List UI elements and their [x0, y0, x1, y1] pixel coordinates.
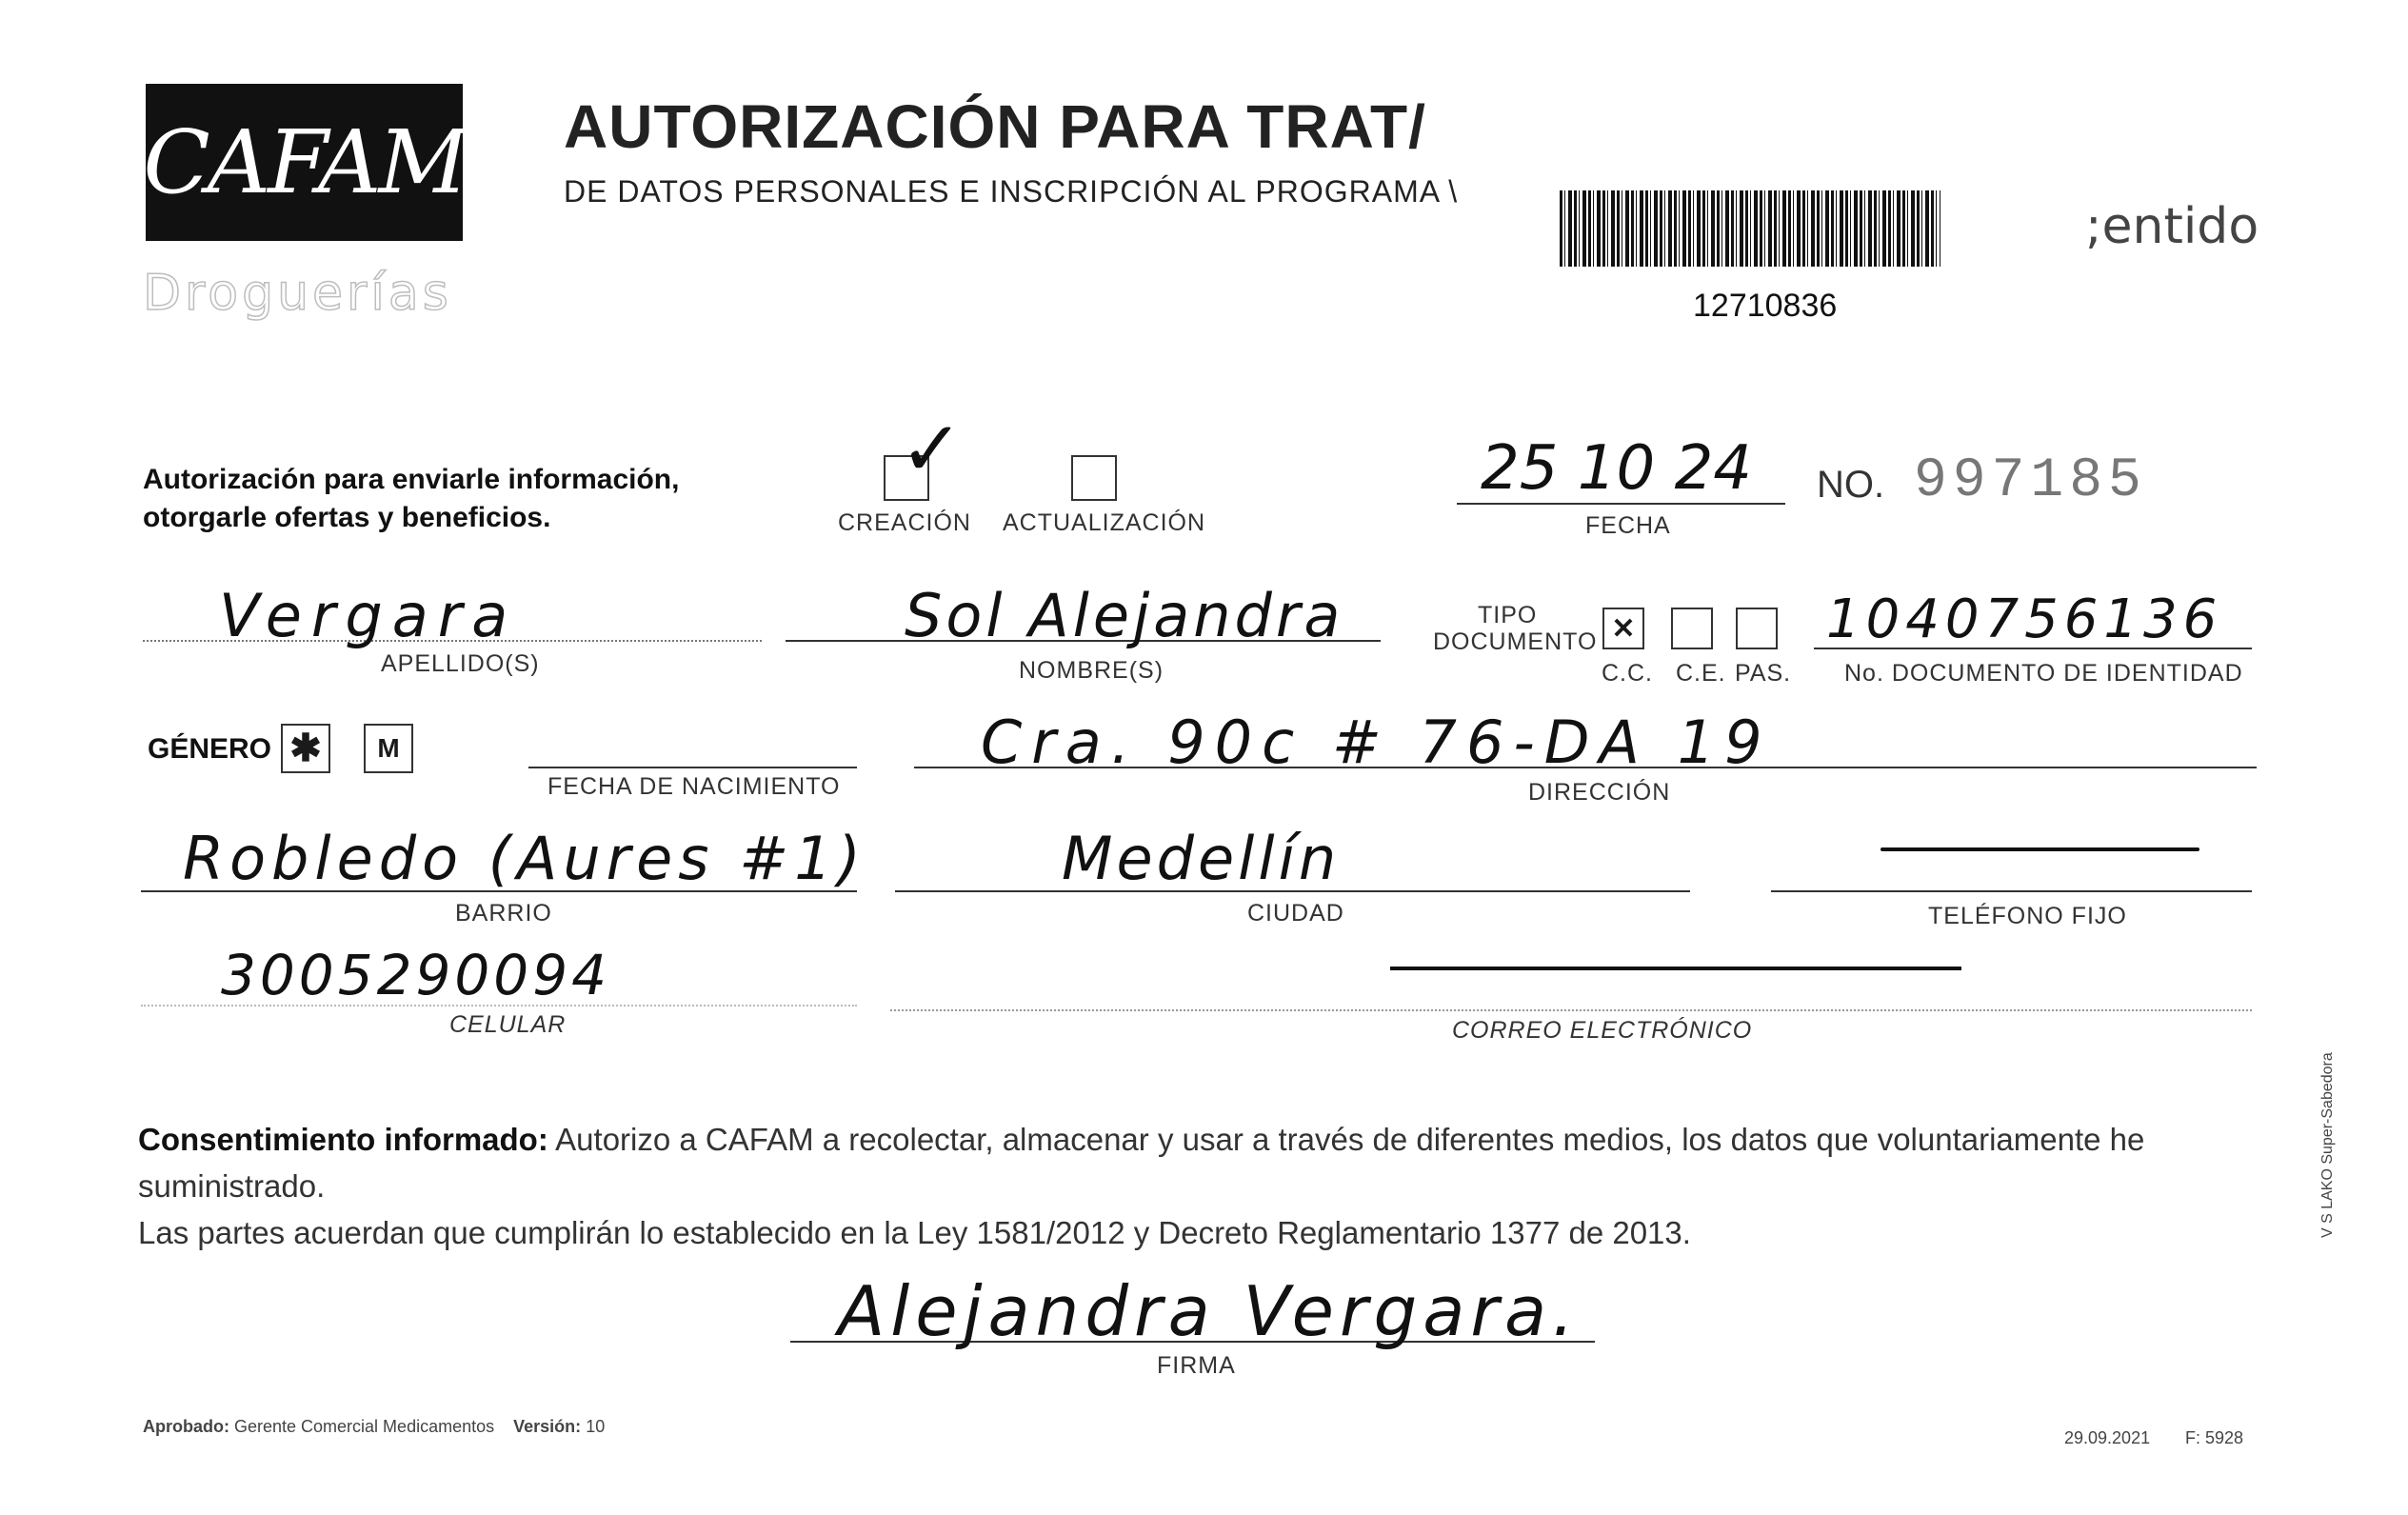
celular-label: CELULAR [449, 1011, 567, 1038]
genero-m-checkbox[interactable] [364, 724, 413, 773]
vertical-print-text: V S LAKO Super-Sabedora [2319, 1052, 2336, 1238]
documento-label: No. DOCUMENTO DE IDENTIDAD [1844, 660, 2243, 687]
corner-text: ;entido [2085, 198, 2259, 255]
genero-m-label: M [377, 733, 400, 763]
genero-f-mark: ✱ [289, 728, 322, 769]
tipo-cc-label: C.C. [1602, 660, 1653, 687]
nacimiento-label: FECHA DE NACIMIENTO [547, 773, 841, 800]
ciudad-label: CIUDAD [1247, 900, 1344, 927]
number-value: 997185 [1914, 450, 2147, 512]
barcode [1560, 190, 1940, 267]
correo-dash [1390, 967, 1961, 970]
consent-text-1: Autorizo a CAFAM a recolectar, almacenar y usar a través de diferentes medios, los datos que voluntariamente he suministrado. [138, 1122, 2145, 1204]
correo-line [890, 1009, 2252, 1011]
barrio-label: BARRIO [455, 900, 552, 927]
actualizacion-label: ACTUALIZACIÓN [1003, 509, 1206, 536]
genero-f-checkbox[interactable] [281, 724, 330, 773]
tipo-label-line1: TIPO [1478, 602, 1538, 628]
tipo-cc-checkbox[interactable] [1602, 608, 1644, 649]
correo-label: CORREO ELECTRÓNICO [1452, 1017, 1753, 1044]
tipo-cc-mark: ✕ [1611, 612, 1636, 645]
logo-text: CAFAM [143, 111, 466, 213]
apellido-value: Vergara [219, 581, 518, 650]
consent-heading: Consentimiento informado: [138, 1122, 548, 1157]
tipo-label-line2: DOCUMENTO [1433, 628, 1598, 655]
documento-value: 1040756136 [1826, 588, 2223, 650]
aprobado-value: Gerente Comercial Medicamentos [234, 1417, 495, 1436]
telefono-line [1771, 890, 2252, 892]
barrio-value: Robledo (Aures #1) [183, 824, 866, 893]
creacion-checkmark: ✓ [900, 405, 965, 493]
nombre-value: Sol Alejandra [905, 581, 1344, 650]
authorization-label [143, 461, 679, 537]
authorization-label-line2: otorgarle ofertas y beneficios. [143, 502, 551, 533]
version-label: Versión: [513, 1417, 582, 1436]
footer-date: 29.09.2021 [2064, 1428, 2151, 1447]
direccion-label: DIRECCIÓN [1528, 779, 1671, 806]
consent-text-2: Las partes acuerdan que cumplirán lo establecido en la Ley 1581/2012 y Decreto Reglamentario 1377 de 2013. [138, 1215, 1691, 1250]
signature-value: Alejandra Vergara. [838, 1271, 1580, 1351]
apellido-label: APELLIDO(S) [381, 650, 540, 677]
direccion-value: Cra. 90c # 76-DA 19 [981, 708, 1772, 777]
creacion-label: CREACIÓN [838, 509, 971, 536]
document-title: AUTORIZACIÓN PARA TRAT/ [564, 92, 1426, 161]
tipo-pas-label: PAS. [1735, 660, 1792, 687]
fecha-label: FECHA [1585, 512, 1671, 539]
form-code: F: 5928 [2185, 1428, 2244, 1447]
barcode-number: 12710836 [1693, 288, 1838, 324]
nombre-label: NOMBRE(S) [1019, 657, 1164, 684]
celular-value: 3005290094 [221, 943, 611, 1007]
version-value: 10 [586, 1417, 606, 1436]
tipo-pas-checkbox[interactable] [1736, 608, 1778, 649]
genero-label: GÉNERO [148, 733, 272, 765]
cafam-logo [143, 84, 466, 241]
ciudad-value: Medellín [1062, 824, 1341, 893]
logo-subtitle: Droguerías [143, 265, 452, 322]
nacimiento-line [528, 767, 857, 768]
fecha-value: 25 10 24 [1481, 433, 1752, 504]
tipo-ce-label: C.E. [1676, 660, 1726, 687]
telefono-dash [1881, 847, 2199, 851]
actualizacion-checkbox[interactable] [1071, 455, 1117, 501]
document-subtitle: DE DATOS PERSONALES E INSCRIPCIÓN AL PROGRAMA \ [564, 174, 1459, 209]
authorization-label-line1: Autorización para enviarle información, [143, 464, 680, 495]
signature-label: FIRMA [1157, 1352, 1236, 1379]
consent-paragraph [138, 1116, 2252, 1256]
approval-info [143, 1417, 605, 1437]
tipo-ce-checkbox[interactable] [1671, 608, 1713, 649]
telefono-label: TELÉFONO FIJO [1928, 903, 2127, 929]
number-label: NO. [1817, 464, 1885, 506]
aprobado-label: Aprobado: [143, 1417, 229, 1436]
